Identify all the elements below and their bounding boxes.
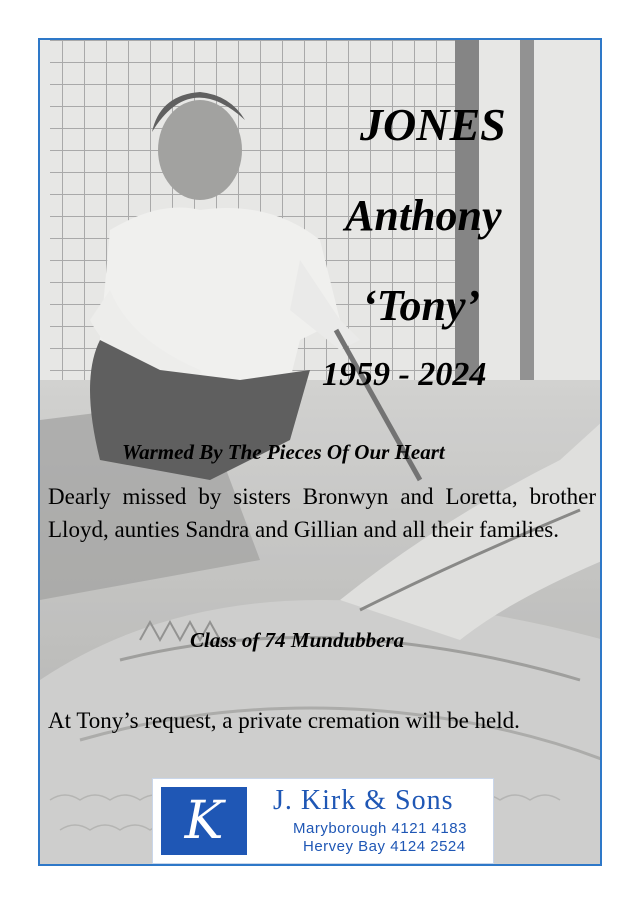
verse-line: Warmed By The Pieces Of Our Heart [122, 440, 445, 464]
class-note: Class of 74 Mundubbera [190, 628, 405, 652]
hervey-bay-phone: Hervey Bay 4124 2524 [303, 838, 466, 855]
notice-frame [38, 38, 602, 866]
funeral-director-ad [152, 778, 494, 864]
cremation-note: At Tony’s request, a private cremation will be held. [48, 708, 520, 733]
surname-heading: JONES [360, 99, 506, 150]
notice-message: Dearly missed by sisters Bronwyn and Loretta, brother Lloyd, aunties Sandra and Gillian and all their families. [48, 484, 596, 542]
nickname-heading: ‘Tony’ [362, 281, 481, 330]
given-name-heading: Anthony [345, 191, 502, 240]
k-monogram-icon: K [184, 791, 224, 851]
maryborough-phone: Maryborough 4121 4183 [293, 820, 467, 837]
life-years: 1959 - 2024 [322, 356, 487, 393]
kirk-logo [161, 787, 247, 855]
firm-name: J. Kirk & Sons [273, 785, 454, 816]
